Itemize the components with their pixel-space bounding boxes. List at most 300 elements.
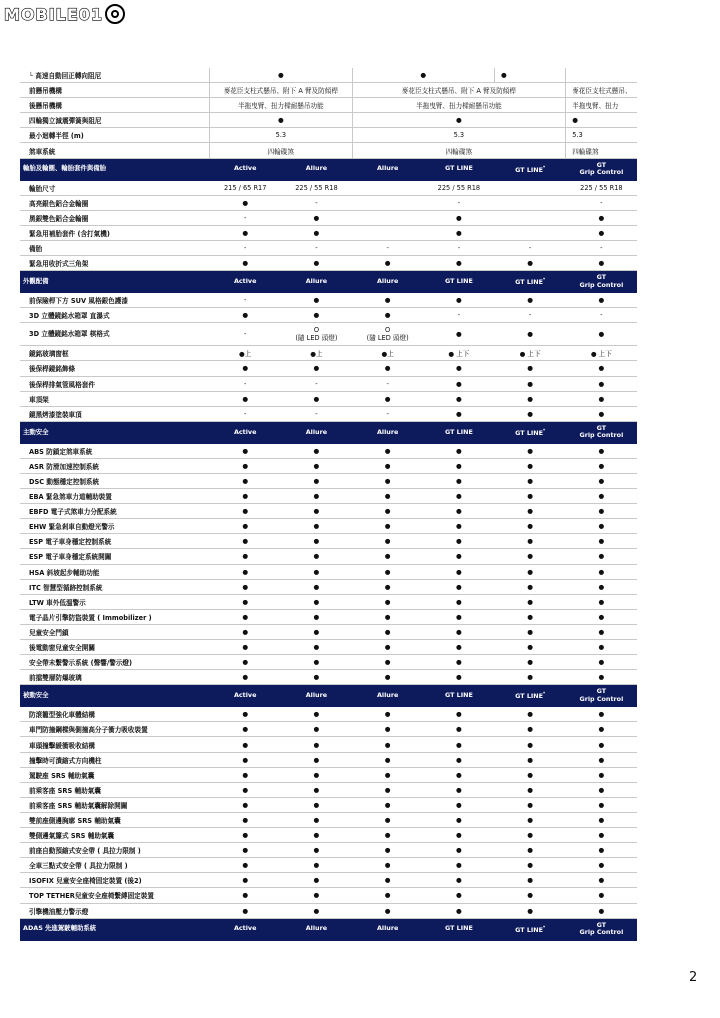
spec-label: 前乘客座 SRS 輔助氣囊解除開關 [20, 797, 210, 812]
spec-label: 黑銀雙色鋁合金輪圈 [20, 210, 210, 225]
spec-value: ● [352, 873, 423, 888]
spec-row [20, 737, 637, 752]
spec-value: ● [210, 752, 281, 767]
spec-table-body [20, 68, 637, 940]
spec-label: 安全帶未繫警示系統 (聲響/警示燈) [20, 655, 210, 670]
spec-value: ● [281, 624, 352, 639]
spec-label: EBFD 電子式煞車力分配系統 [20, 504, 210, 519]
spec-value: ● [352, 489, 423, 504]
spec-value: ● [566, 670, 637, 685]
spec-label: 後電動窗兒童安全開關 [20, 640, 210, 655]
spec-value: ● [423, 782, 494, 797]
spec-value-clipped: 半拖曳臂、扭力 [566, 98, 637, 113]
spec-value: ● [423, 361, 494, 376]
spec-row [20, 722, 637, 737]
spec-value: - [423, 308, 494, 323]
spec-value: O (隨 LED 頭燈) [352, 323, 423, 346]
spec-value: ● [281, 812, 352, 827]
spec-row [20, 473, 637, 488]
spec-value-clipped [566, 68, 637, 83]
spec-value: - [495, 240, 566, 255]
spec-label: 鏡銘玻璃窗框 [20, 346, 210, 361]
spec-row [20, 240, 637, 255]
spec-label: 最小迴轉半徑 (m) [20, 128, 210, 143]
spec-row [20, 256, 637, 271]
spec-value: ● [352, 903, 423, 918]
spec-label: 煞車系統 [20, 143, 210, 158]
spec-value: - [210, 240, 281, 255]
spec-row [20, 873, 637, 888]
spec-value: ● [566, 828, 637, 843]
spec-value: ● [281, 293, 352, 308]
spec-value: ●上 [210, 346, 281, 361]
spec-value: ● [423, 670, 494, 685]
spec-row [20, 83, 637, 98]
spec-value: ● [281, 888, 352, 903]
spec-value: ● [495, 293, 566, 308]
spec-value: ● [210, 519, 281, 534]
trim-column-header: GT LINE* [495, 421, 566, 443]
spec-value: ● [495, 564, 566, 579]
spec-value: ● [281, 210, 352, 225]
spec-value: ● [566, 782, 637, 797]
spec-label: 雙前座側邊胸廓 SRS 輔助氣囊 [20, 812, 210, 827]
spec-value: ● [210, 564, 281, 579]
spec-value: ● [352, 752, 423, 767]
spec-value: ● [210, 670, 281, 685]
trim-column-header: Active [210, 918, 281, 940]
spec-value: 225 / 55 R18 [566, 180, 637, 195]
spec-value: - [281, 406, 352, 421]
spec-value: ● [566, 594, 637, 609]
spec-row [20, 534, 637, 549]
spec-label: EBA 緊急煞車力道輔助裝置 [20, 489, 210, 504]
spec-value: ● [566, 858, 637, 873]
spec-value: ● [423, 828, 494, 843]
spec-value: ● [566, 549, 637, 564]
spec-value: ● [423, 624, 494, 639]
spec-value: ● [423, 722, 494, 737]
spec-value: ● [352, 624, 423, 639]
spec-row [20, 225, 637, 240]
spec-label: 兒童安全門鎖 [20, 624, 210, 639]
spec-label: 引擎機油壓力警示燈 [20, 903, 210, 918]
spec-value: ● [352, 68, 494, 83]
spec-value: ● [566, 361, 637, 376]
spec-label: 撞擊時可潰縮式方向機柱 [20, 752, 210, 767]
spec-value: ● [281, 256, 352, 271]
spec-value: ● [352, 361, 423, 376]
spec-value: ● [495, 549, 566, 564]
spec-label: 前懸吊機構 [20, 83, 210, 98]
spec-value: ● [423, 489, 494, 504]
spec-value: - [352, 376, 423, 391]
spec-value: ● [210, 256, 281, 271]
spec-row [20, 346, 637, 361]
spec-row [20, 594, 637, 609]
section-header-row [20, 158, 637, 180]
spec-value: ● [566, 707, 637, 722]
spec-row [20, 655, 637, 670]
spec-value: ● [210, 782, 281, 797]
spec-value: ● [566, 391, 637, 406]
spec-value: ● [210, 594, 281, 609]
spec-row [20, 98, 637, 113]
spec-value [495, 180, 566, 195]
spec-row [20, 376, 637, 391]
spec-row [20, 640, 637, 655]
spec-value: ● [210, 797, 281, 812]
spec-value: - [210, 406, 281, 421]
spec-value: ● [423, 655, 494, 670]
spec-value: ● [495, 707, 566, 722]
spec-value: ●上 [281, 346, 352, 361]
spec-value: ● [566, 256, 637, 271]
spec-value: ● [352, 737, 423, 752]
spec-value: ● [281, 225, 352, 240]
spec-value: ● [210, 707, 281, 722]
spec-row [20, 858, 637, 873]
spec-value: ●上 [352, 346, 423, 361]
spec-value: ● [210, 828, 281, 843]
spec-value: ● [210, 903, 281, 918]
spec-value: ● [423, 443, 494, 458]
spec-label: 四輪獨立減震彈簧與阻尼 [20, 113, 210, 128]
spec-label: └ 高速自動回正轉向阻尼 [20, 68, 210, 83]
spec-value: ● [281, 473, 352, 488]
spec-row [20, 670, 637, 685]
spec-value: ● [495, 489, 566, 504]
spec-value: ● [566, 640, 637, 655]
spec-value: ● [423, 210, 494, 225]
spec-value: ● [423, 609, 494, 624]
spec-value: - [281, 376, 352, 391]
section-title: 輪胎及輪圈、輪胎套件與備胎 [20, 158, 210, 180]
spec-row [20, 752, 637, 767]
spec-value: ● [423, 458, 494, 473]
spec-label: ISOFIX 兒童安全座椅固定裝置 (後2) [20, 873, 210, 888]
spec-value: ● 上下 [495, 346, 566, 361]
spec-value: ● [423, 549, 494, 564]
spec-row [20, 888, 637, 903]
spec-value: - [423, 240, 494, 255]
spec-value: ● [423, 225, 494, 240]
spec-value: ● [281, 361, 352, 376]
spec-row [20, 489, 637, 504]
spec-value: ● [495, 473, 566, 488]
spec-value: ● [281, 609, 352, 624]
spec-value: ● [281, 828, 352, 843]
spec-label: ITC 智慧型循跡控制系統 [20, 579, 210, 594]
spec-value: ● [495, 594, 566, 609]
trim-column-header: Allure [352, 158, 423, 180]
section-header-row [20, 421, 637, 443]
spec-value: ● [210, 722, 281, 737]
spec-value: ● [566, 564, 637, 579]
spec-value [352, 225, 423, 240]
spec-row [20, 323, 637, 346]
spec-value: ● [566, 376, 637, 391]
spec-label: ESP 電子車身穩定控制系統 [20, 534, 210, 549]
spec-value: ● [566, 458, 637, 473]
spec-value: ● [423, 293, 494, 308]
trim-column-header: GT LINE [423, 918, 494, 940]
spec-label: 前乘客座 SRS 輔助氣囊 [20, 782, 210, 797]
spec-value: ● [423, 406, 494, 421]
spec-label: HSA 斜坡起步輔助功能 [20, 564, 210, 579]
spec-value: ● [210, 308, 281, 323]
spec-value: ● [495, 391, 566, 406]
section-header-row [20, 685, 637, 707]
spec-label: ASR 防滑加速控制系統 [20, 458, 210, 473]
spec-value: ● [352, 564, 423, 579]
spec-value: - [281, 195, 352, 210]
spec-value: ● [566, 722, 637, 737]
spec-value: ● [281, 594, 352, 609]
spec-value: ● [210, 737, 281, 752]
spec-value: ● [210, 504, 281, 519]
spec-label: 電子晶片引擎防盜裝置 ( Immobilizer ) [20, 609, 210, 624]
trim-column-header: Allure [281, 421, 352, 443]
spec-value: ● [566, 655, 637, 670]
spec-value: ● [495, 640, 566, 655]
spec-value: - [566, 195, 637, 210]
section-title: 主動安全 [20, 421, 210, 443]
spec-value: ● [495, 256, 566, 271]
spec-value: ● [281, 737, 352, 752]
trim-column-header: GT Grip Control [566, 685, 637, 707]
spec-label: 高亮銀色鋁合金輪圈 [20, 195, 210, 210]
logo-text: MOBILE01 [4, 4, 104, 24]
spec-value: - [210, 323, 281, 346]
spec-value: ● [495, 670, 566, 685]
spec-value: ● [352, 670, 423, 685]
spec-value: ● [210, 812, 281, 827]
spec-value: ● [352, 858, 423, 873]
spec-value: 225 / 55 R18 [423, 180, 494, 195]
spec-value: ● [352, 640, 423, 655]
spec-value: ● [281, 873, 352, 888]
spec-value: ● [495, 722, 566, 737]
spec-value: ● [423, 564, 494, 579]
spec-value: ● [423, 594, 494, 609]
spec-value: ● [352, 609, 423, 624]
spec-value: ● [566, 323, 637, 346]
spec-value: ● [566, 752, 637, 767]
spec-value: ● [352, 534, 423, 549]
spec-value: ● [281, 391, 352, 406]
spec-label: 前座自動預縮式安全帶 ( 具拉力限制 ) [20, 843, 210, 858]
spec-value: ● [281, 752, 352, 767]
spec-value: ● [210, 68, 352, 83]
spec-value: - [352, 240, 423, 255]
spec-value: ● [566, 888, 637, 903]
spec-value: ● [566, 406, 637, 421]
spec-value: - [566, 240, 637, 255]
spec-label: TOP TETHER兒童安全座椅繫縛固定裝置 [20, 888, 210, 903]
spec-value: ● [210, 195, 281, 210]
spec-value: ● [495, 458, 566, 473]
spec-value: ● [423, 812, 494, 827]
spec-value: 四輪碟煞 [352, 143, 566, 158]
spec-value: ● [281, 489, 352, 504]
spec-value: ● [566, 293, 637, 308]
spec-row [20, 843, 637, 858]
spec-label: LTW 車外低溫警示 [20, 594, 210, 609]
spec-value: ● [281, 534, 352, 549]
spec-value: ● [495, 406, 566, 421]
spec-value: ● [566, 443, 637, 458]
spec-value: ● [423, 376, 494, 391]
spec-value: ● [352, 549, 423, 564]
spec-value: ● [210, 624, 281, 639]
section-title: 被動安全 [20, 685, 210, 707]
spec-value: ● [352, 707, 423, 722]
spec-table-container [20, 68, 637, 941]
spec-value: ● [495, 609, 566, 624]
spec-row [20, 812, 637, 827]
spec-label: 全車三點式安全帶 ( 具拉力限制 ) [20, 858, 210, 873]
trim-column-header: Allure [352, 918, 423, 940]
spec-value: ● [495, 858, 566, 873]
spec-value [352, 180, 423, 195]
spec-value [352, 195, 423, 210]
spec-value: ● [352, 473, 423, 488]
spec-row [20, 361, 637, 376]
spec-value: 半拖曳臂、扭力樑耐懸吊功能 [210, 98, 352, 113]
spec-value: ● [423, 391, 494, 406]
spec-value: ● [495, 534, 566, 549]
trim-column-header: Active [210, 158, 281, 180]
spec-row [20, 579, 637, 594]
spec-value-clipped: 麥花臣支柱式懸吊、 [566, 83, 637, 98]
spec-value: ● [281, 519, 352, 534]
trim-column-header: GT Grip Control [566, 421, 637, 443]
spec-value: ● [423, 888, 494, 903]
spec-row [20, 180, 637, 195]
spec-row [20, 293, 637, 308]
spec-label: 車頂架 [20, 391, 210, 406]
spec-value: ● [352, 797, 423, 812]
spec-label: 3D 立體鏡銘水箱罩 棋格式 [20, 323, 210, 346]
trim-column-header: GT Grip Control [566, 918, 637, 940]
spec-value-clipped: ● [566, 113, 637, 128]
spec-value: ● [352, 782, 423, 797]
spec-value: 四輪碟煞 [210, 143, 352, 158]
spec-value: ● [423, 873, 494, 888]
spec-value: ● [210, 843, 281, 858]
spec-value: ● [281, 707, 352, 722]
spec-value: ● [566, 609, 637, 624]
trim-column-header: GT Grip Control [566, 271, 637, 293]
spec-value: ● [495, 504, 566, 519]
spec-value: ● [210, 443, 281, 458]
spec-value: ● [423, 707, 494, 722]
spec-value: ● [566, 843, 637, 858]
spec-value: ● [423, 256, 494, 271]
spec-label: 車門防撞鋼樑與側撞高分子衝力吸收裝置 [20, 722, 210, 737]
spec-value: ● [210, 655, 281, 670]
spec-row [20, 564, 637, 579]
spec-value: ● [281, 782, 352, 797]
trim-column-header: Allure [281, 685, 352, 707]
spec-value: ● [495, 624, 566, 639]
spec-value: ● [281, 458, 352, 473]
spec-value: ● [281, 579, 352, 594]
spec-value: ● [423, 534, 494, 549]
trim-column-header: Allure [352, 421, 423, 443]
spec-value: ● [352, 655, 423, 670]
spec-value: ● [352, 594, 423, 609]
spec-value: ● [210, 873, 281, 888]
spec-row [20, 458, 637, 473]
spec-value: ● [566, 473, 637, 488]
spec-value: ● [352, 579, 423, 594]
spec-value: ● [495, 767, 566, 782]
spec-value: ● [423, 843, 494, 858]
trim-column-header: Active [210, 421, 281, 443]
spec-value: ● [495, 873, 566, 888]
spec-row [20, 624, 637, 639]
spec-value: ● [281, 564, 352, 579]
spec-label: 輪胎尺寸 [20, 180, 210, 195]
spec-value: ● [281, 767, 352, 782]
spec-row [20, 308, 637, 323]
spec-value: ● [495, 376, 566, 391]
spec-row [20, 903, 637, 918]
spec-value [495, 225, 566, 240]
spec-label: 駕駛座 SRS 輔助氣囊 [20, 767, 210, 782]
spec-label: 雙側邊氣簾式 SRS 輔助氣囊 [20, 828, 210, 843]
spec-label: 車頭撞擊緩衝吸收結構 [20, 737, 210, 752]
trim-column-header: Active [210, 685, 281, 707]
spec-value: ● [566, 579, 637, 594]
spec-value-clipped: 5.3 [566, 128, 637, 143]
spec-value: 5.3 [352, 128, 566, 143]
spec-row [20, 609, 637, 624]
spec-value: ● [566, 210, 637, 225]
spec-value: ● [352, 504, 423, 519]
spec-value: ● [566, 873, 637, 888]
spec-value: ● [423, 903, 494, 918]
spec-value: ● [495, 361, 566, 376]
spec-label: 前保險桿下方 SUV 風格銀色護漆 [20, 293, 210, 308]
spec-value: - [210, 210, 281, 225]
spec-value: ● [352, 113, 566, 128]
spec-value: ● [352, 293, 423, 308]
spec-value: ● [566, 519, 637, 534]
spec-table [20, 68, 637, 941]
spec-value: ● [281, 549, 352, 564]
spec-value: - [210, 293, 281, 308]
spec-row [20, 128, 637, 143]
spec-label: 鏡黑烤漆塗裝車頂 [20, 406, 210, 421]
spec-value: ● [423, 504, 494, 519]
spec-value: ● [210, 458, 281, 473]
spec-label: 緊急用補胎套件 (含打氣機) [20, 225, 210, 240]
spec-row [20, 504, 637, 519]
spec-value: 215 / 65 R17 [210, 180, 281, 195]
spec-label: DSC 動態穩定控制系統 [20, 473, 210, 488]
spec-value [352, 210, 423, 225]
spec-row [20, 113, 637, 128]
spec-value: ● [281, 504, 352, 519]
spec-value: ● [495, 828, 566, 843]
spec-row [20, 143, 637, 158]
spec-value: ● [423, 767, 494, 782]
spec-value: ● [423, 752, 494, 767]
spec-row [20, 443, 637, 458]
